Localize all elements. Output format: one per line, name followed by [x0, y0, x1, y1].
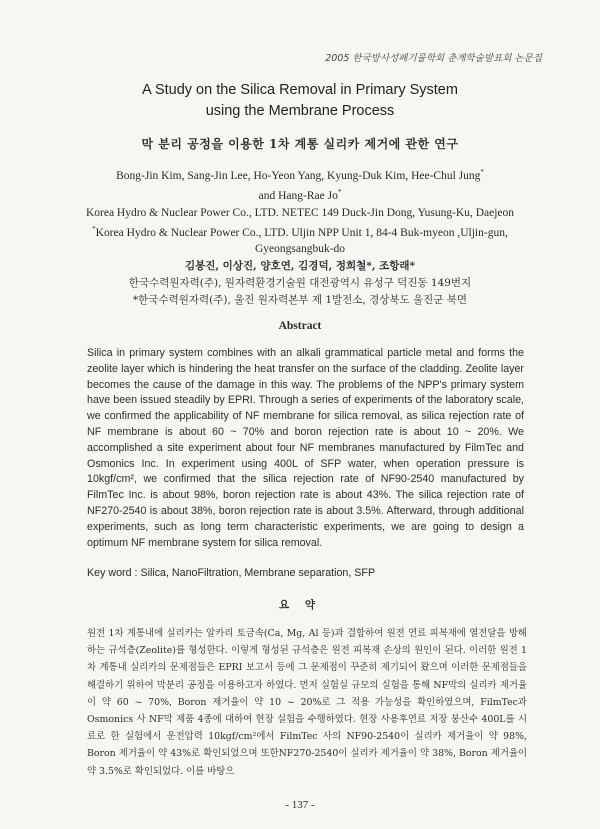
- korean-author-block: [0, 258, 600, 309]
- korean-title: 막 분리 공정을 이용한 1차 계통 실리카 제거에 관한 연구: [141, 137, 459, 151]
- korean-abstract-heading: 요 약: [279, 599, 321, 611]
- korean-affiliation-2: *한국수력원자력(주), 울진 원자력본부 제 1발전소, 경상북도 울진군 북면: [132, 294, 468, 306]
- abstract-text: Silica in primary system combines with an alkali grammatical particle metal and forms the zeolite layer which is hindering the heat transfer on the surface of the cladding. Zeolite layer becomes the cause of the damage in this way. The problems of the NPP's primary system have been issued steadily by EPRI. Through a series of experiments of the laboratory scale, we confirmed the applicability of NF membrane for silica removal, as silica rejection rate of NF membrane is about 60 ~ 70% and boron rejection rate is about 10 ~ 20%. We accomplished a site experiment about four NF membranes manufactured by FilmTec and Osmonics Inc. In experiment using 400L of SFP water, when operation pressure is 10kgf/cm², we confirmed that the silica rejection rate of NF90-2540 manufactured by FilmTec Inc. is about 98%, boron rejection rate is about 43%. The silica rejection rate of NF270-2540 is about 38%, boron rejection rate is about 3.5%. Afterward, through additional experiments, such as long term characteristic experiments, we are going to design a optimum NF membrane system for silica removal.: [87, 347, 524, 549]
- affiliation-2-line: [30, 221, 570, 241]
- keywords: Key word : Silica, NanoFiltration, Membrane separation, SFP: [87, 567, 376, 579]
- title-line-2: using the Membrane Process: [205, 103, 395, 119]
- korean-author-names: 김봉진, 이상진, 양호연, 김경덕, 정희철*, 조항래*: [184, 260, 416, 272]
- authors-line-2: [30, 184, 570, 204]
- affiliation-1: Korea Hydro & Nuclear Power Co., LTD. NETEC 149 Duck-Jin Dong, Yusung-Ku, Daejeon: [85, 206, 515, 219]
- authors-names-2: and Hang-Rae Jo: [258, 190, 338, 203]
- affiliation-2: Korea Hydro & Nuclear Power Co., LTD. Uljin NPP Unit 1, 84-4 Buk-myeon ,Uljin-gun,: [95, 226, 508, 239]
- title-line-1: A Study on the Silica Removal in Primary System: [142, 82, 458, 98]
- paper-title: [0, 80, 600, 122]
- author-mark: *: [480, 168, 484, 176]
- author-mark: *: [337, 188, 342, 197]
- affiliation-mark: *: [92, 225, 96, 234]
- abstract-heading: Abstract: [278, 320, 322, 332]
- authors-names-1: Bong-Jin Kim, Sang-Jin Lee, Ho-Yeon Yang, Kyung-Duk Kim, Hee-Chul Jung: [116, 169, 481, 182]
- korean-affiliation-1: 한국수력원자력(주), 원자력환경기술원 대전광역시 유성구 덕진동 149번지: [128, 277, 472, 289]
- proceedings-header: 2005 한국방사성폐기물학회 춘계학술발표회 논문집: [325, 53, 542, 64]
- authors-line-1: [30, 164, 570, 184]
- page-number: - 137 -: [285, 799, 315, 811]
- affiliation-3: Gyeongsangbuk-do: [254, 243, 346, 256]
- korean-abstract-text: 원전 1차 계통내에 실리카는 알카리 토금속(Ca, Mg, Al 등)과 결합하여 원전 연료 피복재에 열전달을 방해하는 규석층(Zeolite)를 형성한다. 이렇게 형성된 규석층은 원전 피복재 손상의 원인이 된다. 이러한 원전 1차 계통내 실리카의 문제점들은 EPRI 보고서 등에 그 문제점이 꾸준히 제기되어 왔으며 이러한 문제점들을 해결하기 위하여 막분리 공정을 이용하고자 하였다. 먼저 실험실 규모의 실험을 통해 NF막의 실리카 제거율이 약 60 ~ 70%, Boron 제거율이 약 10 ~ 20%로 그 적용 가능성을 확인하였으며, FilmTec과 Osmonics 사 NF막 제품 4종에 대하여 현장 실험을 수행하였다. 현장 사용후연료 저장 붕산수 400L를 시료로 한 실험에서 운전압력 10kgf/cm²에서 FilmTec 사의 NF90-2540이 실리카 제거율이 약 98%, Boron 제거율이 약 43%로 확인되었으며 또한NF270-2540이 실리카 제거율이 약 38%, Boron 제거율이 약 3.5%로 확인되었다. 이를 바탕으: [87, 628, 527, 777]
- author-block: [30, 164, 570, 258]
